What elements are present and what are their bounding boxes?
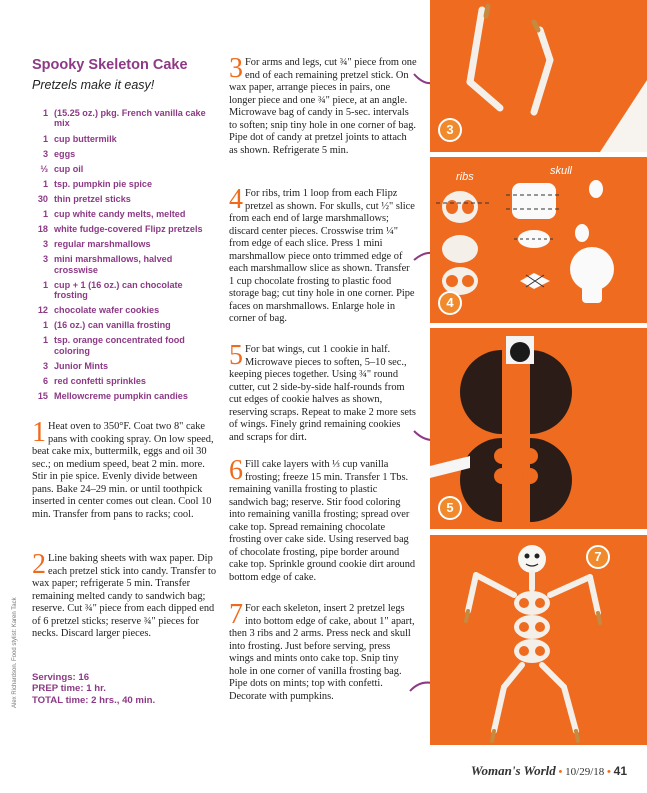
ingredient-item: 1 tsp. orange concentrated food coloring [42, 335, 185, 356]
step-text: For arms and legs, cut ¾" piece from one end of each remaining pretzel stick. On wax paper, arrange pieces in pairs, one longer piece and one ¾" piece, at an angle. Microwave bag of candy in 5-sec. intervals to soften; snip tiny hole in one corner of bag. Pipe dot of candy at pretzel joints to attach as shown. Refrigerate 5 min. [229, 57, 417, 156]
recipe-title: Spooky Skeleton Cake [32, 57, 188, 73]
page-number: 41 [613, 764, 627, 778]
ingredient-item: 6 red confetti sprinkles [42, 376, 146, 387]
ingredient-item: ⅓ cup oil [40, 163, 84, 174]
step-number: 3 [229, 53, 243, 84]
skull-label: skull [550, 165, 573, 177]
ingredient-item: 3 mini marshmallows, halved crosswise [42, 254, 173, 275]
step-1 [32, 417, 218, 521]
skeleton-image [430, 535, 647, 745]
step-text: For each skeleton, insert 2 pretzel legs into bottom edge of cake, about 1" apart, then 3 ribs and 2 arms. Press neck and skull into frosting. Just before serving, press wings and mints onto cake top. Snip tiny hole in one corner of vanilla frosting bag. Pipe dots on mints; top with confetti. Decorate with pumpkins. [229, 603, 415, 702]
ingredient-item: 1 cup + 1 (16 oz.) can chocolate frosting [42, 279, 183, 301]
ingredient-item: 1 (16 oz.) can vanilla frosting [42, 320, 171, 331]
ingredient-item: 12 chocolate wafer cookies [37, 305, 160, 316]
ingredient-item: 3 eggs [42, 148, 76, 159]
step-badge: 4 [438, 291, 462, 315]
ingredient-item: 1 cup buttermilk [42, 133, 117, 144]
prep-time: PREP time: 1 hr. [32, 683, 106, 695]
step-text: Heat oven to 350°F. Coat two 8" cake pans with cooking spray. On low speed, beat cake mix, buttermilk, eggs and oil 30 sec.; on medium speed, beat 2 min. more. Stir in pie spice. Evenly divide between pans. Bake 24–29 min. or until toothpick inserted in center comes out clean. Cool 10 min. Transfer from pans to racks; cool. [32, 421, 214, 520]
ingredient-item: 1 (15.25 oz.) pkg. French vanilla cake mix [42, 108, 206, 129]
step-text: For ribs, trim 1 loop from each Flipz pretzel as shown. For skulls, cut ½" slice from each end of large marshmallows; discard center pieces. Crosswise trim ¼" from edge of each slice. Press 1 mini marshmallow piece onto trimmed edge of each marshmallow slice as shown. Transfer 1 cup chocolate frosting to plastic food storage bag; cut tiny hole in one corner. Pipe faces on marshmallows. Enlarge hole in corner of bag. [229, 188, 415, 324]
ingredient-item: 1 tsp. pumpkin pie spice [42, 178, 153, 189]
page-footer: Woman's World • 10/29/18 • 41 [470, 763, 627, 778]
step-text: Fill cake layers with ⅓ cup vanilla frosting; freeze 15 min. Transfer 1 Tbs. remaining vanilla frosting to plastic sandwich bag; reserve. Stir food coloring into remaining vanilla frosting; spread over cake top. Spread remaining chocolate frosting over cake side. Using reserved bag of chocolate frosting, pipe border around cake top. Sprinkle ground cookie dirt around bottom edge of cake. [229, 459, 416, 583]
photo-step-4 [430, 157, 647, 323]
step-number: 6 [229, 455, 243, 486]
servings: Servings: 16 [32, 672, 90, 683]
recipe-subtitle: Pretzels make it easy! [32, 78, 155, 92]
ingredient-item: 15 Mellowcreme pumpkin candies [37, 391, 188, 402]
ingredient-list [20, 108, 218, 406]
step-5 [229, 340, 417, 444]
step-number: 7 [229, 599, 243, 630]
ingredient-item: 3 regular marshmallows [42, 239, 151, 250]
photo-step-3 [430, 0, 647, 152]
step-text: Line baking sheets with wax paper. Dip each pretzel stick into candy. Transfer to wax paper; refrigerate 5 min. Transfer remaining melted candy to sandwich bag; reserve. Cut ¾" piece from each dipped end of 6 pretzel sticks; reserve ¾" pieces for necks. Discard larger pieces. [32, 553, 217, 639]
photo-step-7 [430, 535, 647, 745]
step-3 [229, 53, 417, 157]
photo-step-5 [430, 328, 647, 529]
ingredient-item: 18 white fudge-covered Flipz pretzels [37, 224, 203, 235]
bat-wings-image [430, 328, 647, 529]
step-badge: 7 [586, 545, 610, 569]
total-time: TOTAL time: 2 hrs., 40 min. [32, 694, 156, 706]
step-badge: 5 [438, 496, 462, 520]
step-6 [229, 455, 417, 584]
pretzel-arms-image [430, 0, 647, 152]
recipe-times [32, 672, 155, 706]
step-7 [229, 599, 417, 703]
step-text: For bat wings, cut 1 cookie in half. Microwave pieces to soften, 5–10 sec., keeping pieces together. Using ¾" round cutter, cut 2 side-by-side half-rounds from cut edges of cookie halves as shown, reserving scraps. Repeat to make 2 more sets of wings. Finely grind remaining cookies and scraps for dirt. [229, 344, 416, 443]
ingredient-item: 30 thin pretzel sticks [37, 193, 131, 204]
step-badge: 3 [438, 118, 462, 142]
step-number: 1 [32, 417, 46, 448]
magazine-name: Woman's World [470, 763, 556, 778]
step-number: 5 [229, 340, 243, 371]
ribs-label: ribs [456, 171, 474, 183]
step-2 [32, 549, 218, 641]
step-number: 4 [229, 184, 243, 215]
ingredient-item: 3 Junior Mints [42, 360, 109, 371]
photo-credit: Alex Richardson. Food stylist: Karen Tack [12, 597, 18, 708]
issue-date: 10/29/18 [565, 766, 605, 778]
step-number: 2 [32, 549, 46, 580]
step-4 [229, 184, 417, 326]
ingredient-item: 1 cup white candy melts, melted [42, 208, 186, 219]
